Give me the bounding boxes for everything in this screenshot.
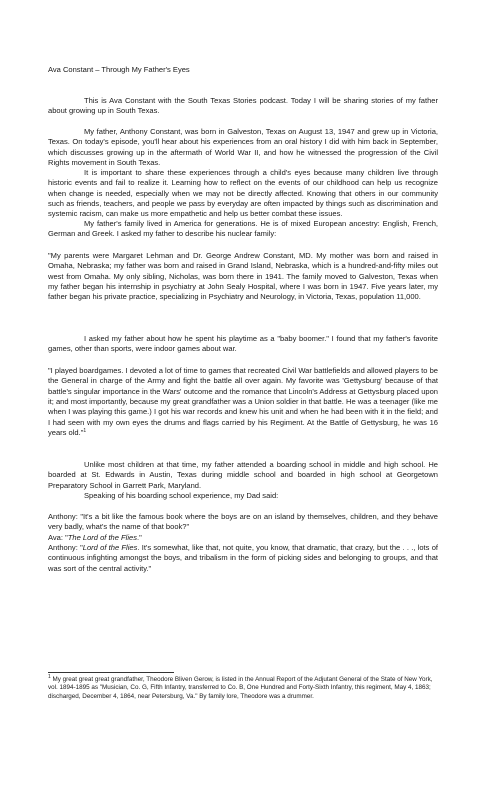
footnote-mark: 1 [48,674,51,680]
dialogue-line-anthony-1 [48,512,438,533]
footnote-text: My great great great grandfather, Theodore Bliven Gerow, is listed in the Annual Report of the Adjutant General of the State of New York, vol. 1894-1895 as "Musician, Co. G, Fifth Infantry, transferred to Co. B, One Hundred and Forty-Sixth Infantry, this regiment, May 4, 1863; discharged, December 4, 1864, near Petersburg, Va." By family lore, Theodore was a drummer. [48,676,433,700]
boarding-intro-paragraph: Speaking of his boarding school experience, my Dad said: [84,491,279,500]
document-title: Ava Constant – Through My Father's Eyes [48,65,190,74]
footnote-separator [48,672,174,673]
quote-mark: ." [136,533,142,542]
speaker-label: Anthony: [48,512,78,521]
quote-mark: " [80,543,83,552]
playtime-paragraph: I asked my father about how he spent his playtime as a "baby boomer." I found that my father's favorite games, other than sports, were indoor games about war. [48,334,438,354]
footnote [48,676,442,701]
importance-paragraph: It is important to share these experiences through a child's eyes because many children live through historic events and fail to realize it. Learning how to reflect on the events of our childhood can help us recognize when change is needed, especially when we may not be directly affected. Knowing that others in our community such as friends, teachers, and people we pass by everyday are often impacted by things such as discrimination and systemic racism, can make us more empathetic and help us better combat these issues. [48,168,438,219]
quote-mark: " [65,533,68,542]
dialogue-line-anthony-2 [48,543,438,574]
boarding-school-paragraph: Unlike most children at that time, my father attended a boarding school in middle and high school. He boarded at St. Edwards in Austin, Texas during middle school and boarded in high school at Georgetown Preparatory School in Garrett Park, Maryland. [48,460,438,490]
intro-paragraph: This is Ava Constant with the South Texas Stories podcast. Today I will be sharing stories of my father about growing up in South Texas. [48,96,438,116]
dialogue-text: . It's somewhat, like that, not quite, you know, that dramatic, that crazy, but the . . ., lots of continuous infighting amongst the boys, and tribalism in the form of picking sides and belonging to groups, and that was sort of the central activity." [48,543,438,573]
speaker-label: Ava: [48,533,63,542]
boardgames-quote [48,366,438,438]
birth-paragraph: My father, Anthony Constant, was born in Galveston, Texas on August 13, 1947 and grew up in Victoria, Texas. On today's episode, you'll hear about his experiences from an oral history I did with him back in September, which discusses growing up in the aftermath of World War II, and how he witnessed the progression of the Civil Rights movement in South Texas. [48,127,438,168]
family-quote: "My parents were Margaret Lehman and Dr. George Andrew Constant, MD. My mother was born and raised in Omaha, Nebraska; my father was born and raised in Grand Island, Nebraska, which is a hundred-and-fifty miles out west from Omaha. My only sibling, Nicholas, was born there in 1941. The family moved to Galveston, Texas when my father began his internship in psychiatry at John Sealy Hospital, where I was born in 1947. Five years later, my father began his private practice, specializing in Psychiatry and Neurology, in Victoria, Texas, population 11,000. [48,251,438,302]
footnote-reference: 1 [83,428,87,435]
boardgames-quote-text: "I played boardgames. I devoted a lot of time to games that recreated Civil War battlefields and allowed players to be the General in charge of the Army and fight the battle all over again. My favorite was 'Gettysburg' because of that battle's singular importance in the Wars' outcome and the romance that Lincoln's Address at Gettysburg placed upon it; and most importantly, because my great grandfather was a Union soldier in that battle. He was a teenager (like me when I was playing this game.) I got his war records and knew his unit and when he had been with it in the field; and I had seen with my own eyes the drums and flags carried by his Regiment. At the Battle of Gettysburg, he was 16 years old." [48,366,438,438]
dialogue-text: "It's a bit like the famous book where the boys are on an island by themselves, children, and they behave very badly, what's the name of that book?" [48,512,438,532]
ancestry-paragraph: My father's family lived in America for generations. He is of mixed European ancestry: English, French, German and Greek. I asked my father to describe his nuclear family: [48,219,438,239]
dialogue-line-ava [48,533,438,543]
speaker-label: Anthony: [48,543,78,552]
book-title: Lord of the Flies [82,543,138,552]
book-title: The Lord of the Flies [67,533,137,542]
